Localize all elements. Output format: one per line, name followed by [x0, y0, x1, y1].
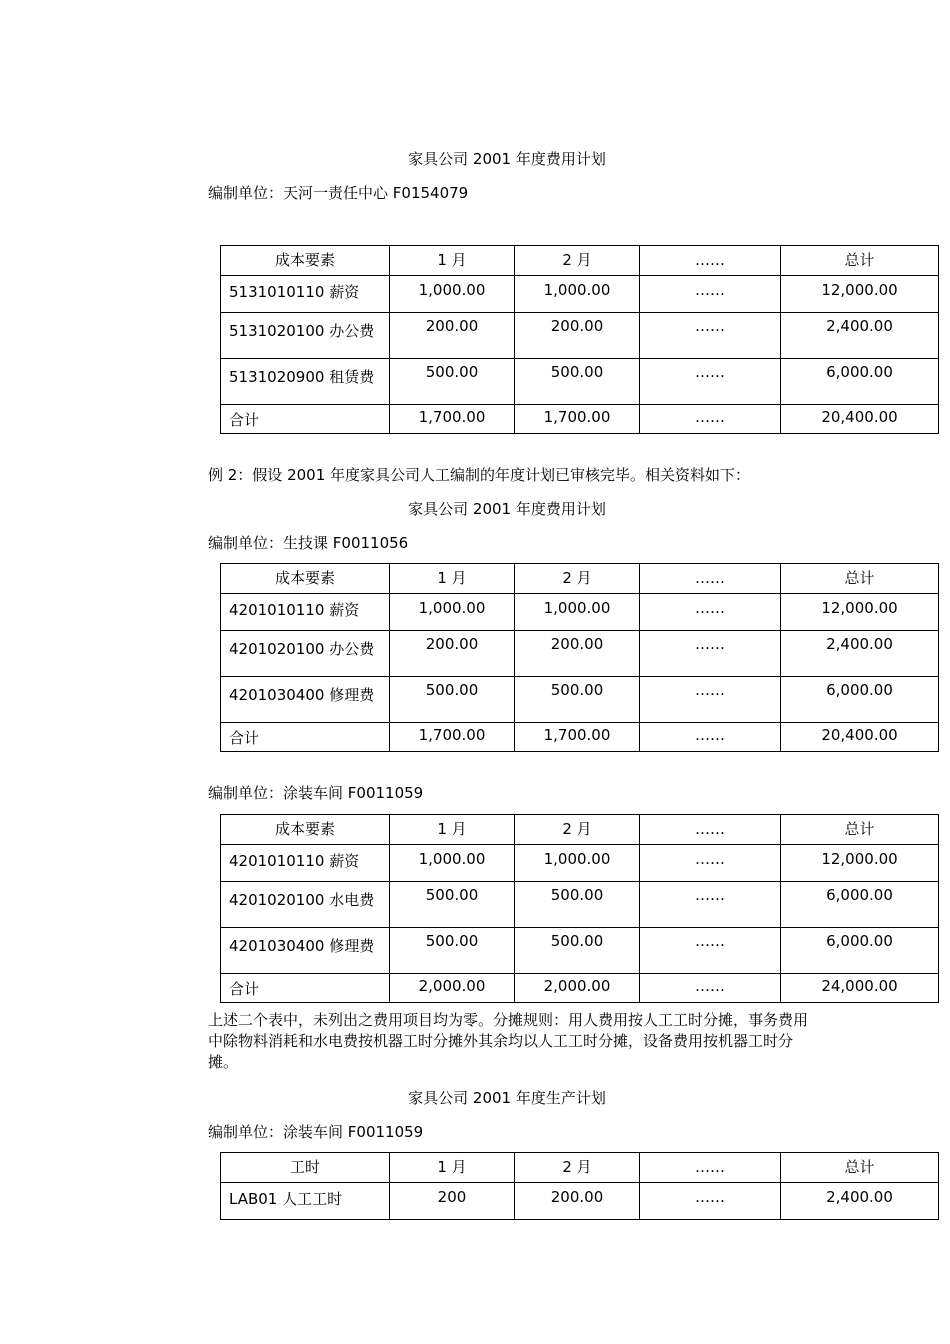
cell-total: 2,400.00 — [781, 1183, 939, 1220]
cell-item: 4201020100 办公费 — [221, 631, 390, 677]
cell-item: 4201030400 修理费 — [221, 677, 390, 723]
header-cell: 成本要素 — [221, 564, 390, 594]
cell-jan: 2,000.00 — [390, 974, 515, 1003]
cell-total: 6,000.00 — [781, 928, 939, 974]
unit-label-3: 编制单位：涂装车间 F0011059 — [208, 784, 424, 802]
cell-item: 4201010110 薪资 — [221, 845, 390, 882]
cell-item: 4201030400 修理费 — [221, 928, 390, 974]
header-cell: 2 月 — [515, 815, 640, 845]
table-row — [221, 594, 939, 631]
cell-jan: 200 — [390, 1183, 515, 1220]
cell-feb: 1,700.00 — [515, 405, 640, 434]
unit-label-4: 编制单位：涂装车间 F0011059 — [208, 1123, 424, 1141]
cell-total: 2,400.00 — [781, 631, 939, 677]
header-cell: …… — [640, 246, 781, 276]
cell-ellipsis: …… — [640, 723, 781, 752]
cell-feb: 500.00 — [515, 359, 640, 405]
header-cell: …… — [640, 815, 781, 845]
cell-item: 4201020100 水电费 — [221, 882, 390, 928]
cell-ellipsis: …… — [640, 974, 781, 1003]
cell-item: 5131020900 租赁费 — [221, 359, 390, 405]
cell-ellipsis: …… — [640, 882, 781, 928]
cell-feb: 500.00 — [515, 928, 640, 974]
cell-item: 合计 — [221, 723, 390, 752]
header-cell: 1 月 — [390, 564, 515, 594]
cell-jan: 500.00 — [390, 677, 515, 723]
cell-total: 12,000.00 — [781, 845, 939, 882]
cell-jan: 1,000.00 — [390, 276, 515, 313]
cell-jan: 1,000.00 — [390, 594, 515, 631]
cell-item: 5131010110 薪资 — [221, 276, 390, 313]
hours-table — [220, 1152, 939, 1220]
cell-total: 20,400.00 — [781, 723, 939, 752]
table-row — [221, 359, 939, 405]
cell-item: 合计 — [221, 974, 390, 1003]
unit-label-2: 编制单位：生技课 F0011056 — [208, 534, 409, 552]
cell-total: 2,400.00 — [781, 313, 939, 359]
cell-ellipsis: …… — [640, 845, 781, 882]
cost-table-3 — [220, 814, 939, 1003]
doc-title-2: 家具公司 2001 年度费用计划 — [408, 500, 606, 518]
header-cell: 总计 — [781, 246, 939, 276]
cell-item: 4201010110 薪资 — [221, 594, 390, 631]
header-cell: …… — [640, 1153, 781, 1183]
cell-jan: 1,000.00 — [390, 845, 515, 882]
cell-jan: 500.00 — [390, 882, 515, 928]
cell-total: 6,000.00 — [781, 882, 939, 928]
header-cell: 总计 — [781, 815, 939, 845]
header-cell: 工时 — [221, 1153, 390, 1183]
table-row — [221, 928, 939, 974]
cell-feb: 1,000.00 — [515, 594, 640, 631]
cell-feb: 500.00 — [515, 882, 640, 928]
cell-total: 6,000.00 — [781, 677, 939, 723]
header-cell: …… — [640, 564, 781, 594]
cell-total: 20,400.00 — [781, 405, 939, 434]
cell-total: 12,000.00 — [781, 594, 939, 631]
header-cell: 1 月 — [390, 246, 515, 276]
cell-ellipsis: …… — [640, 359, 781, 405]
doc-title-3: 家具公司 2001 年度生产计划 — [408, 1089, 606, 1107]
cell-item: LAB01 人工工时 — [221, 1183, 390, 1220]
header-cell: 2 月 — [515, 246, 640, 276]
cell-feb: 1,000.00 — [515, 276, 640, 313]
table-header-row — [221, 1153, 939, 1183]
cell-jan: 200.00 — [390, 313, 515, 359]
header-cell: 总计 — [781, 564, 939, 594]
allocation-note: 上述二个表中，未列出之费用项目均为零。分摊规则：用人费用按人工工时分摊，事务费用中除物料消耗和水电费按机器工时分摊外其余均以人工工时分摊，设备费用按机器工时分摊。 — [208, 1011, 809, 1071]
table-header-row — [221, 564, 939, 594]
cell-ellipsis: …… — [640, 1183, 781, 1220]
cell-ellipsis: …… — [640, 631, 781, 677]
example-intro: 例 2：假设 2001 年度家具公司人工编制的年度计划已审核完毕。相关资料如下： — [208, 466, 751, 484]
cell-ellipsis: …… — [640, 313, 781, 359]
cell-jan: 1,700.00 — [390, 405, 515, 434]
cell-total: 6,000.00 — [781, 359, 939, 405]
cell-feb: 2,000.00 — [515, 974, 640, 1003]
cell-feb: 200.00 — [515, 631, 640, 677]
table-total-row — [221, 405, 939, 434]
table-header-row — [221, 815, 939, 845]
cell-feb: 1,000.00 — [515, 845, 640, 882]
unit-label-1: 编制单位：天河一责任中心 F0154079 — [208, 184, 469, 202]
table-row — [221, 313, 939, 359]
cost-table-2 — [220, 563, 939, 752]
table-row — [221, 882, 939, 928]
cell-total: 24,000.00 — [781, 974, 939, 1003]
table-total-row — [221, 723, 939, 752]
cell-jan: 200.00 — [390, 631, 515, 677]
table-row — [221, 631, 939, 677]
cell-jan: 1,700.00 — [390, 723, 515, 752]
table-header-row — [221, 246, 939, 276]
cell-ellipsis: …… — [640, 405, 781, 434]
cost-table-1 — [220, 245, 939, 434]
cell-ellipsis: …… — [640, 677, 781, 723]
cell-feb: 200.00 — [515, 1183, 640, 1220]
table-row — [221, 845, 939, 882]
header-cell: 成本要素 — [221, 815, 390, 845]
header-cell: 1 月 — [390, 815, 515, 845]
cell-feb: 500.00 — [515, 677, 640, 723]
header-cell: 1 月 — [390, 1153, 515, 1183]
cell-feb: 200.00 — [515, 313, 640, 359]
table-row — [221, 1183, 939, 1220]
cell-ellipsis: …… — [640, 594, 781, 631]
table-total-row — [221, 974, 939, 1003]
header-cell: 总计 — [781, 1153, 939, 1183]
cell-item: 5131020100 办公费 — [221, 313, 390, 359]
table-row — [221, 276, 939, 313]
table-row — [221, 677, 939, 723]
cell-jan: 500.00 — [390, 928, 515, 974]
header-cell: 2 月 — [515, 564, 640, 594]
cell-total: 12,000.00 — [781, 276, 939, 313]
cell-feb: 1,700.00 — [515, 723, 640, 752]
doc-title-1: 家具公司 2001 年度费用计划 — [408, 150, 606, 168]
cell-ellipsis: …… — [640, 276, 781, 313]
cell-jan: 500.00 — [390, 359, 515, 405]
header-cell: 成本要素 — [221, 246, 390, 276]
cell-item: 合计 — [221, 405, 390, 434]
header-cell: 2 月 — [515, 1153, 640, 1183]
cell-ellipsis: …… — [640, 928, 781, 974]
